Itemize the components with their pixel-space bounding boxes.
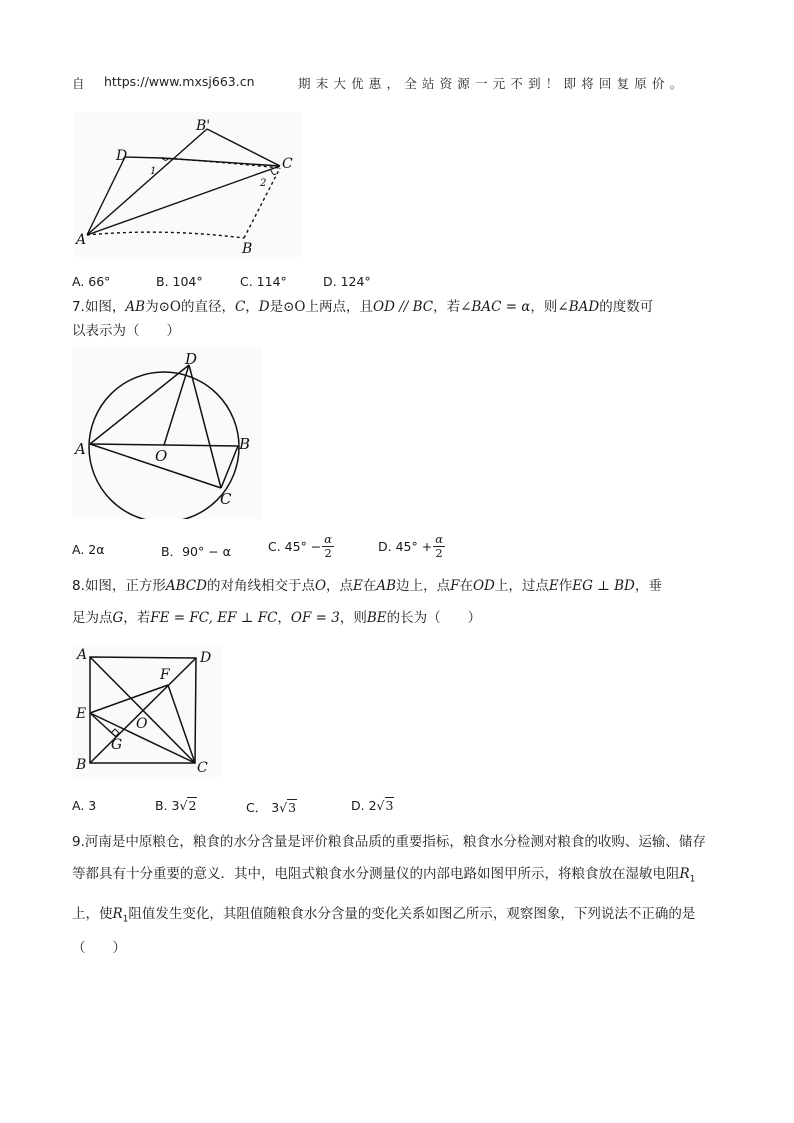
q8-stem-line1: 8.如图，正方形ABCD的对角线相交于点O，点E在AB边上，点F在OD上，过点E作EG ⊥ BD，垂: [72, 578, 662, 594]
q6-option-b[interactable]: B. 104°: [156, 274, 203, 289]
q9-stem-line3: 上，使$R_1$阻值发生变化，其阻值随粮食水分含量的变化关系如图乙所示，观察图象，下列说法不正确的是: [72, 906, 696, 925]
q6-label-1: 1: [150, 166, 157, 177]
q8-label-D: D: [200, 650, 212, 666]
q6-line-D1: [125, 157, 162, 158]
q8-label-C: C: [197, 760, 208, 776]
q6-label-A: A: [76, 232, 87, 248]
q8-label-E: E: [76, 706, 87, 722]
header-mark: 自: [72, 76, 85, 91]
q8-stem-line2: 足为点G，若FE = FC, EF ⊥ FC，OF = 3，则BE的长为（ ）: [72, 610, 482, 626]
q8-label-A: A: [77, 647, 88, 663]
q9-stem-line2: 等都具有十分重要的意义．其中，电阻式粮食水分测量仪的内部电路如图甲所示，将粮食放在湿敏电阻$R_1$: [72, 866, 696, 885]
q6-label-C: C: [282, 156, 293, 172]
q6-label-D: D: [116, 148, 128, 164]
q8-figure: [72, 645, 222, 777]
q7-label-C: C: [220, 490, 232, 508]
q9-stem-line4: （ ）: [72, 940, 126, 956]
header-url-link[interactable]: https://www.mxsj663.cn: [104, 74, 255, 89]
q8-option-d[interactable]: D. 2√3: [351, 798, 394, 813]
q6-figure-bg: [74, 112, 302, 257]
q8-option-c[interactable]: C． 3√3: [246, 800, 297, 815]
q6-label-Bp: B': [196, 118, 211, 134]
q8-label-O: O: [136, 716, 148, 732]
q7-option-a[interactable]: A. 2α: [72, 542, 105, 557]
q7-stem-line1: 7.如图，AB为⊙O的直径，C，D是⊙O上两点，且OD // BC，若∠BAC = α，则∠BAD的度数可: [72, 299, 654, 315]
q6-figure: [72, 112, 302, 257]
q6-option-c[interactable]: C. 114°: [240, 274, 287, 289]
q9-stem-line1: 9.河南是中原粮仓，粮食的水分含量是评价粮食品质的重要指标，粮食水分检测对粮食的收购、运输、储存: [72, 834, 706, 850]
q6-option-d[interactable]: D. 124°: [323, 274, 371, 289]
q6-label-B: B: [242, 241, 253, 257]
q7-figure: [72, 347, 262, 519]
q6-label-2: 2: [260, 178, 267, 189]
q8-option-b[interactable]: B. 3√2: [155, 798, 197, 813]
header-banner: 期末大优惠，全站资源一元不到！即将回复原价。: [298, 76, 688, 91]
q8-option-a[interactable]: A. 3: [72, 798, 97, 813]
q7-label-B: B: [239, 435, 251, 453]
q8-label-B: B: [76, 757, 87, 773]
q7-label-A: A: [75, 440, 86, 458]
q7-option-d[interactable]: D. 45° + $\frac{\alpha}{2}$: [378, 532, 443, 560]
q7-option-c[interactable]: C. 45° − $\frac{\alpha}{2}$: [268, 532, 333, 560]
q7-label-O: O: [155, 447, 168, 465]
q7-label-D: D: [185, 350, 198, 368]
q6-option-a[interactable]: A. 66°: [72, 274, 111, 289]
q7-stem-line2: 以表示为（ ）: [72, 323, 180, 339]
q8-label-F: F: [160, 667, 170, 683]
q8-label-G: G: [111, 737, 123, 753]
q7-option-b[interactable]: B．90° − α: [161, 544, 231, 559]
